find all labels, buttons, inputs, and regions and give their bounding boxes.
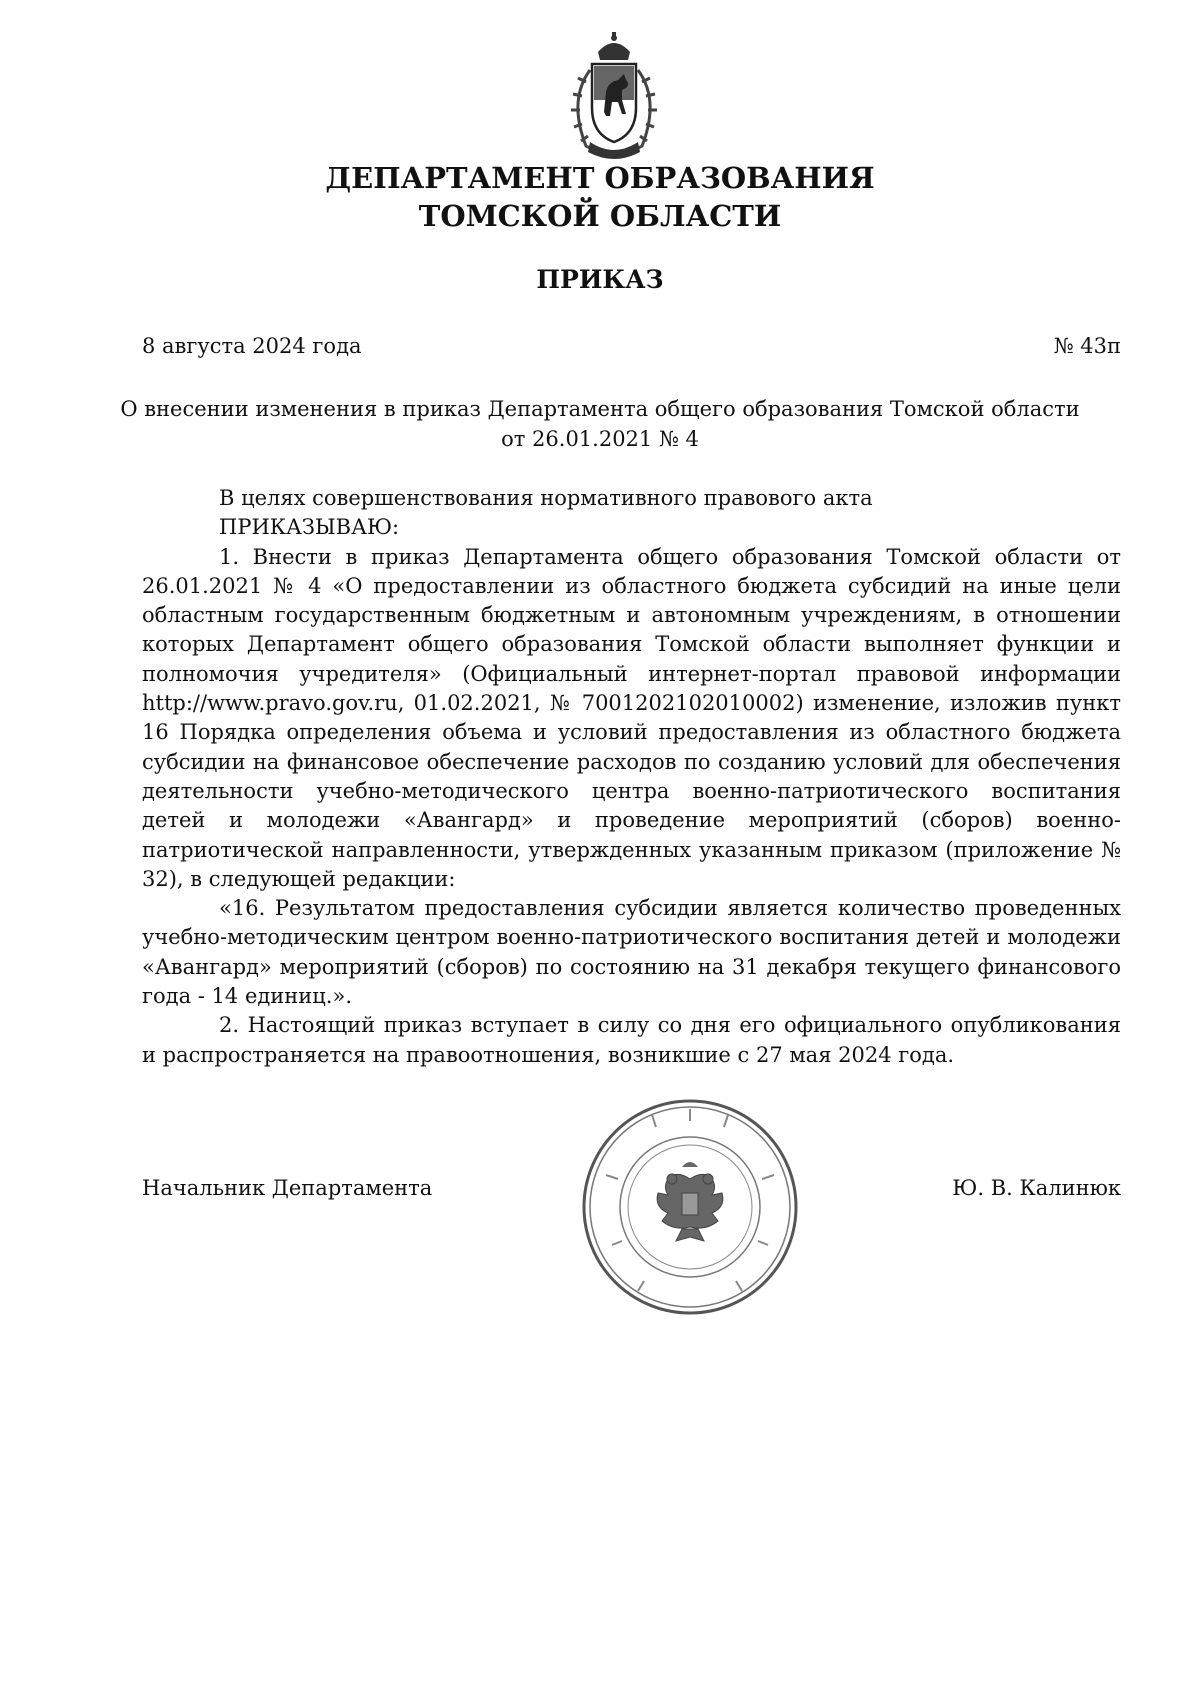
tomsk-region-coat-of-arms-icon	[560, 30, 668, 160]
order-word: ПРИКАЗЫВАЮ:	[219, 515, 400, 540]
subject-line1: О внесении изменения в приказ Департамента общего образования Томской области	[120, 397, 1080, 421]
document-body	[142, 484, 1121, 1070]
intro-paragraph: В целях совершенствования нормативного правового акта	[219, 486, 873, 510]
organization-name-line1: ДЕПАРТАМЕНТ ОБРАЗОВАНИЯ	[325, 161, 875, 195]
organization-name-line2: ТОМСКОЙ ОБЛАСТИ	[418, 199, 782, 233]
signatory-position: Начальник Департамента	[142, 1176, 433, 1200]
document-subject	[0, 394, 1200, 454]
document-type: ПРИКАЗ	[536, 265, 664, 294]
document-number: № 43п	[1053, 334, 1121, 358]
item-1-paragraph: 1. Внести в приказ Департамента общего образования Томской области от 26.01.2021 № 4 «О предоставлении из областного бюджета субсидий на иные цели областным государственным бюджетным и автономным учреждениям, в отношении которых Департамент общего образования Томской области выполняет функции и полномочия учредителя» (Официальный интернет-портал правовой информации http://www.pravo.gov.ru, 01.02.2021, № 7001202102010002) изменение, изложив пункт 16 Порядка определения объема и условий предоставления из областного бюджета субсидии на финансовое обеспечение расходов по созданию условий для обеспечения деятельности учебно-методического центра военно-патриотического воспитания детей и молодежи «Авангард» и проведение мероприятий (сборов) военно-патриотической направленности, утвержденных указанным приказом (приложение № 32), в следующей редакции:	[142, 544, 1121, 891]
signatory-name: Ю. В. Калинюк	[952, 1176, 1121, 1200]
item-1-quote-paragraph: «16. Результатом предоставления субсидии является количество проведенных учебно-методическим центром военно-патриотического воспитания детей и молодежи «Авангард» мероприятий (сборов) по состоянию на 31 декабря текущего финансового года - 14 единиц.».	[142, 896, 1121, 1009]
item-2-paragraph: 2. Настоящий приказ вступает в силу со дня его официального опубликования и распространяется на правоотношения, возникшие с 27 мая 2024 года.	[142, 1013, 1121, 1067]
official-round-seal-icon	[578, 1095, 802, 1319]
subject-line2: от 26.01.2021 № 4	[501, 427, 699, 451]
document-date: 8 августа 2024 года	[142, 334, 362, 358]
